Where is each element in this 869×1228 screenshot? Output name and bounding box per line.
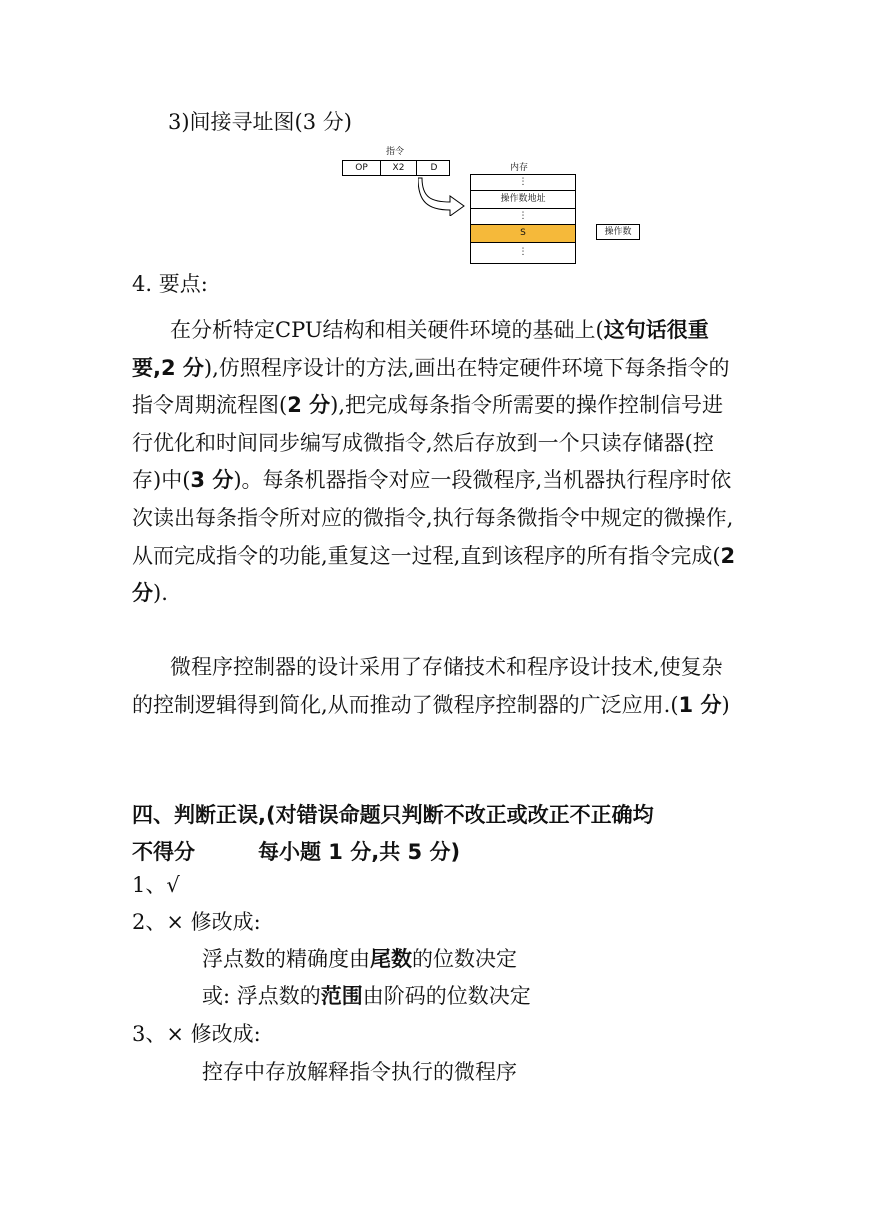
p2-seg-bold: 1 分 [678,692,722,717]
instruction-label: 指令 [386,147,405,157]
answer-item-2-line-a [202,947,517,971]
p1-seg-bold: 这句话很重要,2 分 [132,318,709,380]
curved-arrow-icon [418,176,468,216]
text: 的位数决定 [412,947,517,971]
answer-item-2-line-b [202,984,531,1008]
p1-seg: ). [153,581,168,606]
bold-text: 尾数 [370,947,412,971]
p2-seg: ) [721,692,730,717]
text: 浮点数的精确度由 [202,947,370,971]
text: 或: 浮点数的 [202,984,321,1008]
p1-seg: ),把完成每条指令所需要的操作控制信号进行优化和时间同步编写成微指令,然后存放到一个只读存储器(控存)中( [132,393,724,493]
part4-heading-line1: 四、判断正误,(对错误命题只判断不改正或改正不正确均 [132,803,654,827]
answer-item-3-line-a: 控存中存放解释指令执行的微程序 [202,1060,517,1084]
p1-seg-bold: 2 分 [287,393,331,418]
section3-title: 3)间接寻址图(3 分) [168,110,352,134]
text: 由阶码的位数决定 [362,984,531,1008]
memory-dots-1: ⋮ [471,175,575,191]
answer-item-1: 1、√ [132,873,180,897]
section4-heading [132,272,208,296]
section4-heading-text: 4. 要点: [132,272,208,296]
p1-seg-bold: 2 分 [132,543,736,606]
field-op: OP [343,161,381,175]
p1-seg: 在分析特定CPU结构和相关硬件环境的基础上( [170,318,604,342]
operand-box: 操作数 [596,224,640,240]
part4-heading-line2: 不得分 每小题 1 分,共 5 分) [132,840,461,864]
operand-address-cell: 操作数地址 [471,191,575,209]
p1-seg: ),仿照程序设计的方法,画出在特定硬件环境下每条指令的指令周期流程图( [132,355,730,418]
field-x2: X2 [381,161,417,175]
field-d: D [430,163,438,173]
p1-seg: )。每条机器指令对应一段微程序,当机器执行程序时依次读出每条指令所对应的微指令,执行每条微指令中规定的微操作,从而完成指令的功能,重复这一过程,直到该程序的所有指令完成( [132,468,734,568]
memory-box [470,174,576,264]
p2-seg: 微程序控制器的设计采用了存储技术和程序设计技术,使复杂的控制逻辑得到简化,从而推动了微程序控制器的广泛应用.( [132,655,723,717]
instruction-box [342,160,450,176]
section4-paragraph-1 [132,312,742,613]
memory-label: 内存 [510,163,529,173]
bold-text: 范围 [320,984,363,1008]
p1-seg-bold: 3 分 [190,468,234,493]
indirect-addressing-diagram [340,142,650,266]
answer-item-3: 3、× 修改成: [132,1022,261,1046]
memory-dots-2: ⋮ [471,209,575,225]
answer-item-2: 2、× 修改成: [132,910,261,934]
memory-dots-3: ⋮ [518,247,528,257]
section4-paragraph-2 [132,649,742,724]
s-cell: S [471,225,575,243]
